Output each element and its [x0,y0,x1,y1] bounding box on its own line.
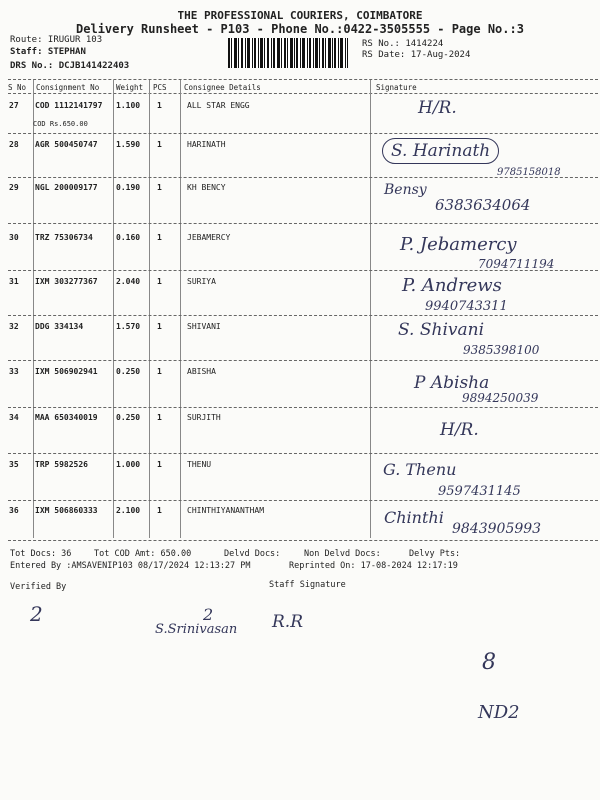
phone-handwritten: 9894250039 [462,391,539,405]
row-consignee: HARINATH [187,140,226,149]
row-sno: 29 [9,183,19,192]
row-sno: 35 [9,460,19,469]
row-consignee: JEBAMERCY [187,233,231,242]
row-pcs: 1 [157,322,162,331]
non-delivered-docs: Non Delvd Docs: [304,549,381,559]
row-sno: 36 [9,506,19,515]
row-consignment: TRZ 75306734 [35,233,93,242]
row-consignee: KH BENCY [187,183,226,192]
divider [8,453,598,454]
row-consignment: AGR 500450747 [35,140,98,149]
phone-handwritten: 9843905993 [452,521,542,537]
signature: P. Jebamercy [400,234,517,255]
verified-mark: 2 [30,602,43,626]
col-weight: Weight [116,83,144,92]
drs-number: DRS No.: DCJB141422403 [10,61,130,71]
row-weight: 0.250 [116,367,141,376]
row-pcs: 1 [157,183,162,192]
row-weight: 2.100 [116,506,141,515]
rs-number: RS No.: 1414224 [362,39,444,49]
signature: P. Andrews [402,275,502,296]
signature: S. Harinath [382,138,499,164]
row-weight: 2.040 [116,277,141,286]
divider [8,270,598,271]
cod-amount-note: COD Rs.650.00 [33,120,88,128]
signature: P Abisha [414,373,490,393]
divider [8,223,598,224]
column-rule [113,80,114,538]
row-consignee: SURJITH [187,413,221,422]
row-consignee: ALL STAR ENGG [187,101,250,110]
row-sno: 34 [9,413,19,422]
divider [8,360,598,361]
phone-handwritten: 9940743311 [425,299,508,314]
divider [8,93,598,94]
column-rule [180,80,181,538]
column-rule [33,80,34,538]
row-pcs: 1 [157,277,162,286]
divider [8,79,598,80]
divider [8,315,598,316]
row-consignment: DDG 334134 [35,322,84,331]
divider [8,500,598,501]
column-rule [370,80,371,538]
signature: S. Shivani [398,320,485,340]
staff-signature-label: Staff Signature [269,580,346,590]
row-weight: 0.250 [116,413,141,422]
row-weight: 0.160 [116,233,141,242]
page-code: ND2 [478,702,520,723]
row-pcs: 1 [157,101,162,110]
phone-handwritten: 9385398100 [463,343,540,357]
signature: H/R. [440,420,479,440]
row-pcs: 1 [157,413,162,422]
phone-handwritten: 6383634064 [435,196,531,214]
row-sno: 27 [9,101,19,110]
runsheet-subtitle: Delivery Runsheet - P103 - Phone No.:0422-3505555 - Page No.:3 [76,22,524,36]
company-title: THE PROFESSIONAL COURIERS, COIMBATORE [177,9,423,22]
delivery-points: Delvy Pts: [409,549,461,559]
entered-by: Entered By :AMSAVENIP103 08/17/2024 12:13:27 PM [10,561,251,571]
row-consignee: SURIYA [187,277,216,286]
row-consignee: CHINTHIYANANTHAM [187,506,265,515]
row-consignee: ABISHA [187,367,216,376]
phone-handwritten: 7094711194 [478,257,555,271]
row-sno: 28 [9,140,19,149]
column-rule [149,80,150,538]
row-consignee: SHIVANI [187,322,221,331]
row-sno: 30 [9,233,19,242]
staff-signature: S.Srinivasan [155,622,238,637]
row-weight: 1.590 [116,140,141,149]
divider [8,177,598,178]
row-weight: 0.190 [116,183,141,192]
row-pcs: 1 [157,367,162,376]
total-cod-amount: Tot COD Amt: 650.00 [94,549,192,559]
signature: Chinthi [384,508,444,527]
row-sno: 31 [9,277,19,286]
signature: H/R. [418,98,457,118]
phone-handwritten: 9597431145 [438,484,521,499]
phone-handwritten: 9785158018 [497,167,561,178]
row-sno: 32 [9,322,19,331]
row-pcs: 1 [157,506,162,515]
divider [8,407,598,408]
divider [8,133,598,134]
row-consignment: COD 1112141797 [35,101,103,110]
col-signature: Signature [376,83,417,92]
delivered-docs: Delvd Docs: [224,549,281,559]
row-weight: 1.000 [116,460,141,469]
row-consignment: TRP 5982526 [35,460,88,469]
barcode-image [228,38,348,68]
divider [8,540,598,541]
col-pcs: PCS [153,83,167,92]
staff-mark: 2 [203,605,214,624]
rs-date: RS Date: 17-Aug-2024 [362,50,471,60]
row-consignment: IXM 506902941 [35,367,98,376]
row-pcs: 1 [157,233,162,242]
total-docs: Tot Docs: 36 [10,549,72,559]
reprinted-on: Reprinted On: 17-08-2024 12:17:19 [289,561,458,571]
row-weight: 1.570 [116,322,141,331]
col-consignment: Consignment No [36,83,100,92]
staff-label: Staff: STEPHAN [10,47,86,57]
col-consignee: Consignee Details [184,83,261,92]
staff-initials: R.R [272,612,304,632]
verified-by-label: Verified By [10,582,67,592]
row-sno: 33 [9,367,19,376]
row-pcs: 1 [157,140,162,149]
row-consignment: MAA 650340019 [35,413,98,422]
route-label: Route: IRUGUR 103 [10,35,103,45]
row-pcs: 1 [157,460,162,469]
row-consignment: IXM 506860333 [35,506,98,515]
row-consignment: NGL 200009177 [35,183,98,192]
row-consignment: IXM 303277367 [35,277,98,286]
page-mark: 8 [482,650,496,675]
row-weight: 1.100 [116,101,141,110]
signature: Bensy [384,182,427,198]
signature: G. Thenu [383,460,457,479]
col-sno: S No [8,83,27,92]
row-consignee: THENU [187,460,212,469]
